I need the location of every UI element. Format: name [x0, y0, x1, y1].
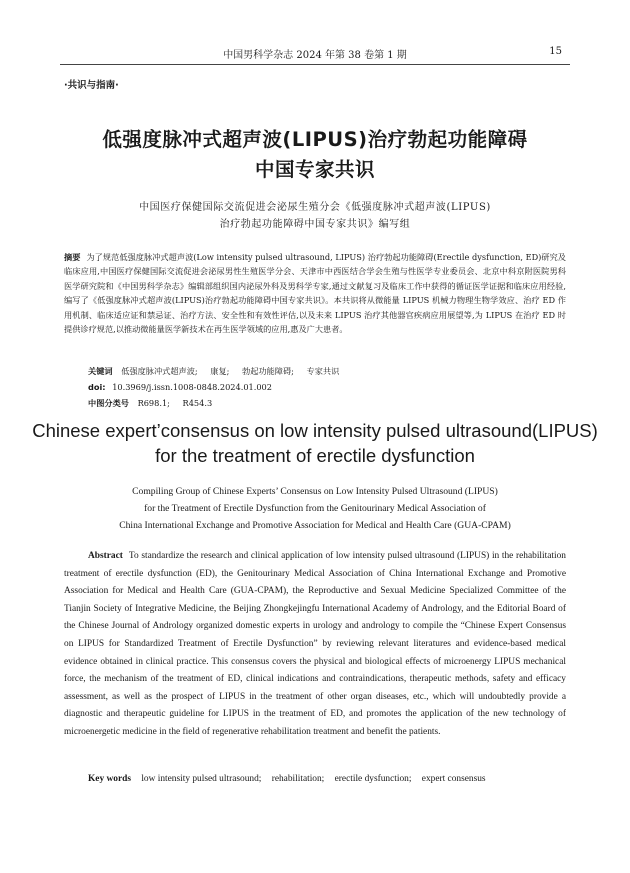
- doi-label: doi:: [88, 382, 106, 392]
- keyword-zh: 勃起功能障碍;: [242, 366, 294, 376]
- running-header: [0, 46, 630, 60]
- keyword-en: rehabilitation;: [271, 774, 325, 784]
- keyword-zh: 专家共识: [306, 366, 340, 376]
- title-zh-line-1: 低强度脉冲式超声波(LIPUS)治疗勃起功能障碍: [102, 128, 528, 151]
- keyword-en: erectile dysfunction;: [334, 774, 412, 784]
- keyword-zh: 低强度脉冲式超声波;: [121, 366, 198, 376]
- authors-zh-line-2: 治疗勃起功能障碍中国专家共识》编写组: [219, 219, 411, 230]
- authors-zh: [40, 199, 590, 233]
- doi-value: 10.3969/j.issn.1008-0848.2024.01.002: [112, 382, 272, 392]
- keyword-en: expert consensus: [421, 774, 486, 784]
- abstract-en: [64, 548, 566, 742]
- authors-en-line-3: China International Exchange and Promotive Association for Medical and Health Care (GUA-CPAM): [119, 520, 511, 531]
- section-tag: ·共识与指南·: [64, 80, 119, 91]
- authors-en-line-2: for the Treatment of Erectile Dysfunction from the Genitourinary Medical Association of: [144, 503, 486, 514]
- abstract-en-text: To standardize the research and clinical application of low intensity pulsed ultrasound (LIPUS) in the rehabilitation treatment of erectile dysfunction (ED), the Genitourinary Medical Association of China International Exchange and Promotive Association for Medical and Health Care (GUA-CPAM), the Reproductive and Sexual Medicine Specialized Committee of the Tianjin Society of Integrative Medicine, the Beijing Zhongkejingfu International Academy of Andrology, and the Editorial Board of the Chinese Journal of Andrology organized domestic experts in urology and andrology to compile the “Chinese Expert Consensus on LIPUS for Standardized Treatment of Erectile Dysfunction” by reviewing relevant literatures and evidence-based medical evidence obtained in clinical practice. This consensus covers the physical and biological effects of microenergy LIPUS mechanical force, the mechanism of the treatment of ED, clinical indications and contraindications, therapeutic methods, safety and efficacy assessment, as well as the prospect of LIPUS in the treatment of other organ diseases, etc., which will undoubtedly provide a diagnostic and therapeutic guideline for LIPUS in the treatment of ED, and promotes the application of the new technology of microenergetic medicine in the field of regenerative rehabilitation treatment and benefit the patients.: [64, 551, 566, 737]
- article-title-en: [20, 418, 610, 468]
- classification-code: R454.3: [182, 398, 213, 408]
- title-en-line-2: for the treatment of erectile dysfunction: [155, 445, 475, 466]
- keywords-zh-label: 关键词: [88, 366, 113, 376]
- page-number: 15: [549, 46, 562, 57]
- keywords-en: [88, 772, 568, 786]
- classification-label: 中图分类号: [88, 398, 129, 408]
- abstract-en-label: Abstract: [88, 551, 123, 561]
- header-rule: [60, 64, 570, 65]
- title-en-line-1: Chinese expert’consensus on low intensity pulsed ultrasound(LIPUS): [32, 420, 598, 441]
- keywords-en-label: Key words: [88, 774, 131, 784]
- journal-issue: 中国男科学杂志 2024 年第 38 卷第 1 期: [223, 50, 407, 61]
- title-zh-line-2: 中国专家共识: [254, 158, 375, 181]
- doi-line: [88, 381, 272, 393]
- authors-en: [30, 483, 600, 534]
- article-title-zh: [40, 125, 590, 185]
- keyword-en: low intensity pulsed ultrasound;: [141, 774, 262, 784]
- abstract-zh: [64, 250, 566, 336]
- keyword-zh: 康复;: [210, 366, 230, 376]
- abstract-zh-label: 摘要: [64, 252, 81, 262]
- classification-line: [88, 397, 212, 409]
- classification-code: R698.1;: [137, 398, 170, 408]
- authors-en-line-1: Compiling Group of Chinese Experts’ Consensus on Low Intensity Pulsed Ultrasound (LIPUS): [132, 486, 498, 497]
- authors-zh-line-1: 中国医疗保健国际交流促进会泌尿生殖分会《低强度脉冲式超声波(LIPUS): [139, 202, 491, 213]
- abstract-zh-text: 为了规范低强度脉冲式超声波(Low intensity pulsed ultrasound, LIPUS) 治疗勃起功能障碍(Erectile dysfunction, ED)研究及临床应用,中国医疗保健国际交流促进会泌尿男性生殖医学分会、天津市中西医结合学会生殖与性医学专业委员会、北京中科京附医院男科医学研究院和《中国男科学杂志》编辑部组织国内泌尿外科及男科学专家,通过文献复习及临床工作中获得的循证医学证据和临床应用经验,编写了《低强度脉冲式超声波(LIPUS)治疗勃起功能障碍中国专家共识》。本共识将从微能量 LIPUS 机械力物理生物学效应、治疗 ED 作用机制、临床适应证和禁忌证、治疗方法、安全性和有效性评估,以及未来 LIPUS 治疗其他器官疾病应用展望等,为 LIPUS 在治疗 ED 时提供诊疗规范,以推动微能量医学新技术在再生医学领域的应用,惠及广大患者。: [64, 252, 566, 335]
- keywords-zh: [88, 365, 339, 377]
